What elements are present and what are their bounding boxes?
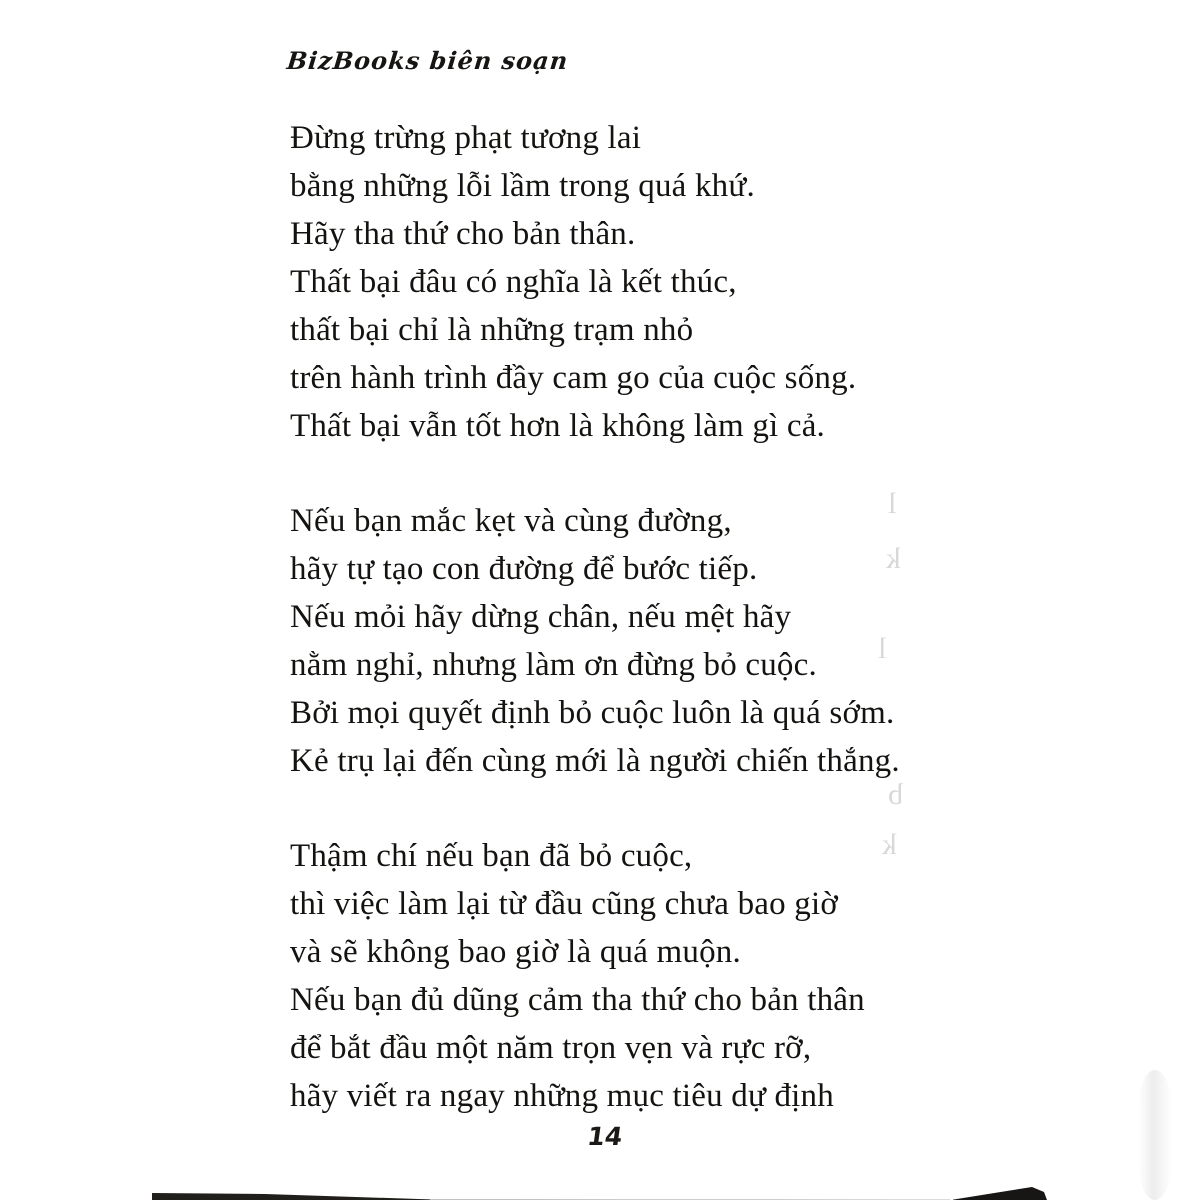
bleed-through-glyph: l (878, 632, 887, 665)
stanza-3 (290, 832, 970, 1120)
poem-line: thì việc làm lại từ đầu cũng chưa bao giờ (290, 886, 839, 922)
poem-line: hãy viết ra ngay những mục tiêu dự định (290, 1078, 834, 1114)
stanza-1 (290, 114, 970, 450)
poem-line: Nếu bạn đủ dũng cảm tha thứ cho bản thân (290, 982, 865, 1018)
page-number: 14 (585, 1122, 625, 1151)
poem-line: Hãy tha thứ cho bản thân. (290, 216, 636, 252)
poem-line: Kẻ trụ lại đến cùng mới là người chiến thắng. (290, 743, 900, 779)
poem-line: Thất bại vẫn tốt hơn là không làm gì cả. (290, 408, 825, 444)
poem-line: Thậm chí nếu bạn đã bỏ cuộc, (290, 838, 693, 874)
stanza-2 (290, 497, 970, 785)
poem-line: trên hành trình đầy cam go của cuộc sống. (290, 360, 857, 396)
poem-line: hãy tự tạo con đường để bước tiếp. (290, 551, 758, 587)
poem-line: và sẽ không bao giờ là quá muộn. (290, 934, 741, 970)
poem-line: Đừng trừng phạt tương lai (290, 120, 642, 156)
bleed-through-glyph: b (888, 778, 903, 811)
poem-body (290, 114, 970, 1167)
poem-line: Thất bại đâu có nghĩa là kết thúc, (290, 264, 737, 300)
poem-line: Bởi mọi quyết định bỏ cuộc luôn là quá sớm. (290, 695, 895, 731)
poem-line: thất bại chỉ là những trạm nhỏ (290, 312, 694, 348)
poem-line: bằng những lỗi lầm trong quá khứ. (290, 168, 755, 204)
bleed-through-glyph: k (882, 828, 897, 861)
running-header: BizBooks biên soạn (285, 46, 570, 75)
poem-line: nằm nghỉ, nhưng làm ơn đừng bỏ cuộc. (290, 647, 817, 683)
poem-line: để bắt đầu một năm trọn vẹn và rực rỡ, (290, 1030, 812, 1066)
page-edge-shadow (0, 1180, 1200, 1200)
bleed-through-glyph: l (888, 487, 897, 520)
poem-line: Nếu mỏi hãy dừng chân, nếu mệt hãy (290, 599, 792, 635)
bleed-through-glyph: k (886, 542, 901, 575)
poem-line: Nếu bạn mắc kẹt và cùng đường, (290, 503, 732, 539)
